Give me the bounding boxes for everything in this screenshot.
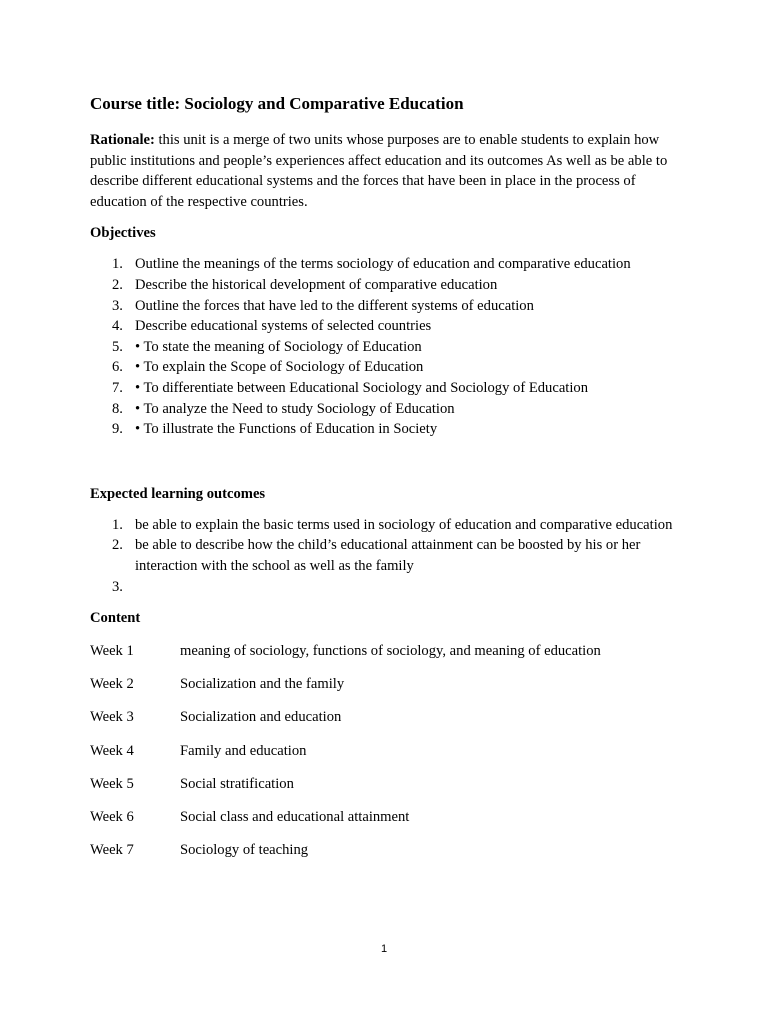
list-item: 3.: [112, 578, 123, 595]
outcomes-list: [90, 515, 680, 597]
content-heading: Content: [90, 610, 141, 627]
list-item: 6. • To explain the Scope of Sociology of Education: [112, 359, 424, 376]
week-row: Week 6 Social class and educational attainment: [90, 809, 410, 826]
list-item: 4. Describe educational systems of selected countries: [112, 318, 432, 335]
page-number: 1: [380, 943, 388, 955]
week-row: Week 2 Socialization and the family: [90, 676, 345, 693]
week-row: Week 5 Social stratification: [90, 775, 294, 792]
rationale-paragraph: [90, 130, 680, 212]
rationale-label: Rationale:: [90, 132, 155, 148]
course-title: Course title: Sociology and Comparative Education: [90, 94, 464, 113]
objectives-list: [90, 254, 680, 439]
objectives-heading: Objectives: [90, 225, 156, 242]
week-row: Week 1 meaning of sociology, functions of sociology, and meaning of education: [90, 643, 601, 660]
week-row: Week 3 Socialization and education: [90, 709, 342, 726]
list-item: 1. be able to explain the basic terms used in sociology of education and comparative education: [112, 516, 673, 533]
list-item: 2. Describe the historical development of comparative education: [112, 276, 498, 293]
list-item: 8. • To analyze the Need to study Sociology of Education: [112, 400, 455, 417]
list-item: 3. Outline the forces that have led to the different systems of education: [112, 297, 534, 314]
list-item: 1. Outline the meanings of the terms sociology of education and comparative education: [112, 256, 631, 273]
list-item: 2. be able to describe how the child’s educational attainment can be boosted by his or her interaction with the school as well as the family: [112, 537, 641, 574]
document-page: [90, 92, 680, 873]
content-schedule: [90, 641, 680, 861]
week-row: Week 7 Sociology of teaching: [90, 842, 309, 859]
list-item: 9. • To illustrate the Functions of Education in Society: [112, 421, 438, 438]
list-item: 5. • To state the meaning of Sociology of Education: [112, 338, 422, 355]
rationale-text: this unit is a merge of two units whose purposes are to enable students to explain how public institutions and people’s experiences affect education and its outcomes As well as be able to describe different educational systems and the forces that have been in place in the process of education of the respective countries.: [90, 132, 668, 210]
week-row: Week 4 Family and education: [90, 742, 307, 759]
outcomes-heading: Expected learning outcomes: [90, 485, 266, 502]
list-item: 7. • To differentiate between Educational Sociology and Sociology of Education: [112, 379, 588, 396]
